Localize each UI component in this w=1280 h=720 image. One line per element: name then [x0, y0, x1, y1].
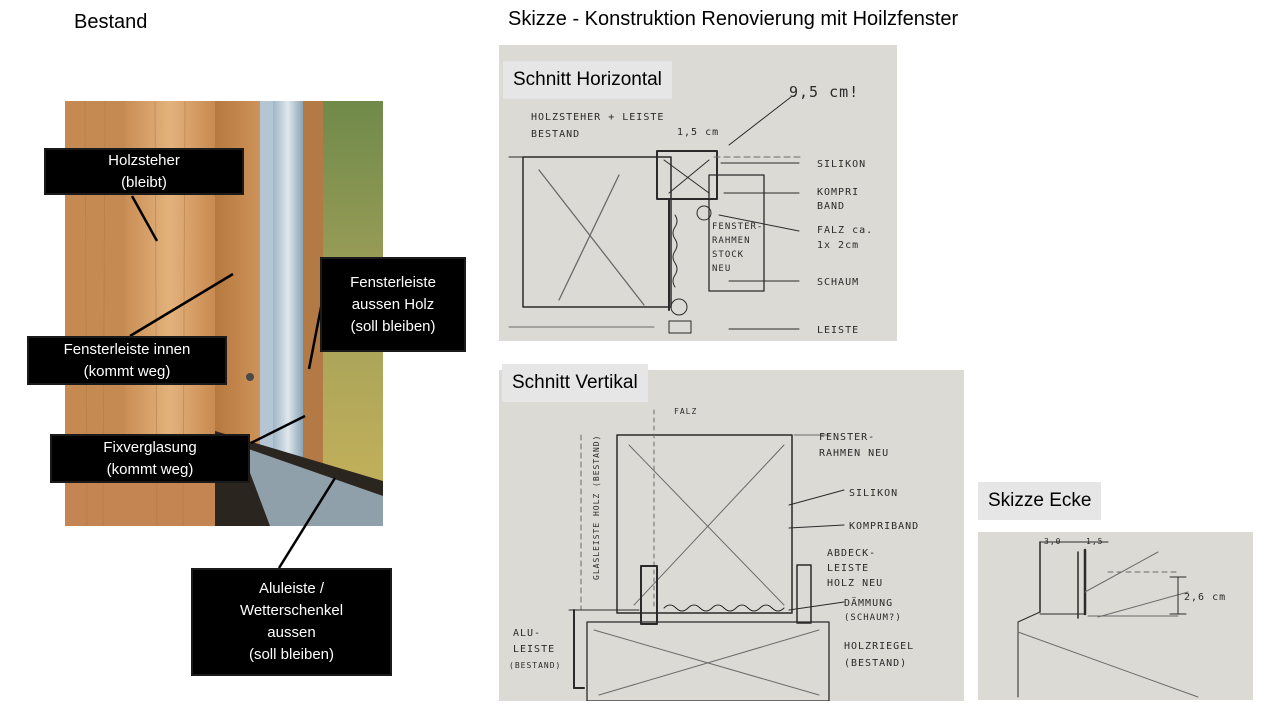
callout-aluleiste: Aluleiste / Wetterschenkel aussen (soll bleiben): [191, 568, 392, 676]
svg-text:STOCK: STOCK: [712, 250, 745, 260]
svg-text:RAHMEN NEU: RAHMEN NEU: [819, 448, 890, 459]
svg-text:2,6 cm: 2,6 cm: [1184, 592, 1227, 603]
svg-text:KOMPRIBAND: KOMPRIBAND: [849, 521, 920, 532]
svg-text:RAHMEN: RAHMEN: [712, 236, 751, 246]
svg-text:HOLZRIEGEL: HOLZRIEGEL: [844, 641, 915, 652]
callout-fensterleiste-innen: Fensterleiste innen (kommt weg): [27, 336, 227, 385]
svg-text:KOMPRI: KOMPRI: [817, 187, 860, 198]
sketch-vertikal: [499, 370, 964, 701]
svg-text:GLASLEISTE HOLZ (BESTAND): GLASLEISTE HOLZ (BESTAND): [592, 434, 601, 580]
svg-text:FENSTER-: FENSTER-: [712, 222, 764, 232]
svg-text:LEISTE: LEISTE: [827, 563, 870, 574]
label-schnitt-vertikal: Schnitt Vertikal: [502, 364, 648, 402]
svg-text:LEISTE: LEISTE: [817, 325, 860, 336]
svg-text:1x 2cm: 1x 2cm: [817, 240, 860, 251]
label-skizze-ecke: Skizze Ecke: [978, 482, 1101, 520]
svg-text:(SCHAUM?): (SCHAUM?): [844, 613, 902, 623]
label-schnitt-horizontal: Schnitt Horizontal: [503, 61, 672, 99]
svg-text:SCHAUM: SCHAUM: [817, 277, 860, 288]
svg-text:BAND: BAND: [817, 201, 846, 212]
sketch-ecke: [978, 532, 1253, 700]
svg-text:3,0: 3,0: [1044, 537, 1062, 546]
svg-text:FENSTER-: FENSTER-: [819, 432, 876, 443]
bestand-heading: Bestand: [74, 11, 148, 33]
callout-holzsteher: Holzsteher (bleibt): [44, 148, 244, 195]
svg-text:ABDECK-: ABDECK-: [827, 548, 877, 559]
svg-text:(BESTAND): (BESTAND): [844, 658, 908, 669]
svg-text:FALZ: FALZ: [674, 407, 698, 416]
svg-text:1,5: 1,5: [1086, 537, 1104, 546]
callout-fensterleiste-aussen: Fensterleiste aussen Holz (soll bleiben): [320, 257, 466, 352]
svg-text:FALZ ca.: FALZ ca.: [817, 225, 874, 236]
svg-text:LEISTE: LEISTE: [513, 644, 556, 655]
svg-text:DÄMMUNG: DÄMMUNG: [844, 598, 894, 609]
svg-text:1,5 cm: 1,5 cm: [677, 127, 720, 138]
svg-text:ALU-: ALU-: [513, 628, 542, 639]
svg-text:9,5 cm!: 9,5 cm!: [789, 83, 860, 101]
svg-text:NEU: NEU: [712, 264, 732, 274]
svg-text:HOLZ NEU: HOLZ NEU: [827, 578, 884, 589]
sketch-heading: Skizze - Konstruktion Renovierung mit Hoilzfenster: [508, 8, 959, 30]
svg-text:BESTAND: BESTAND: [531, 129, 581, 140]
callout-fixverglasung: Fixverglasung (kommt weg): [50, 434, 250, 483]
svg-text:SILIKON: SILIKON: [849, 488, 899, 499]
svg-text:HOLZSTEHER + LEISTE: HOLZSTEHER + LEISTE: [531, 112, 665, 123]
svg-text:SILIKON: SILIKON: [817, 159, 867, 170]
svg-text:(BESTAND): (BESTAND): [509, 661, 562, 670]
